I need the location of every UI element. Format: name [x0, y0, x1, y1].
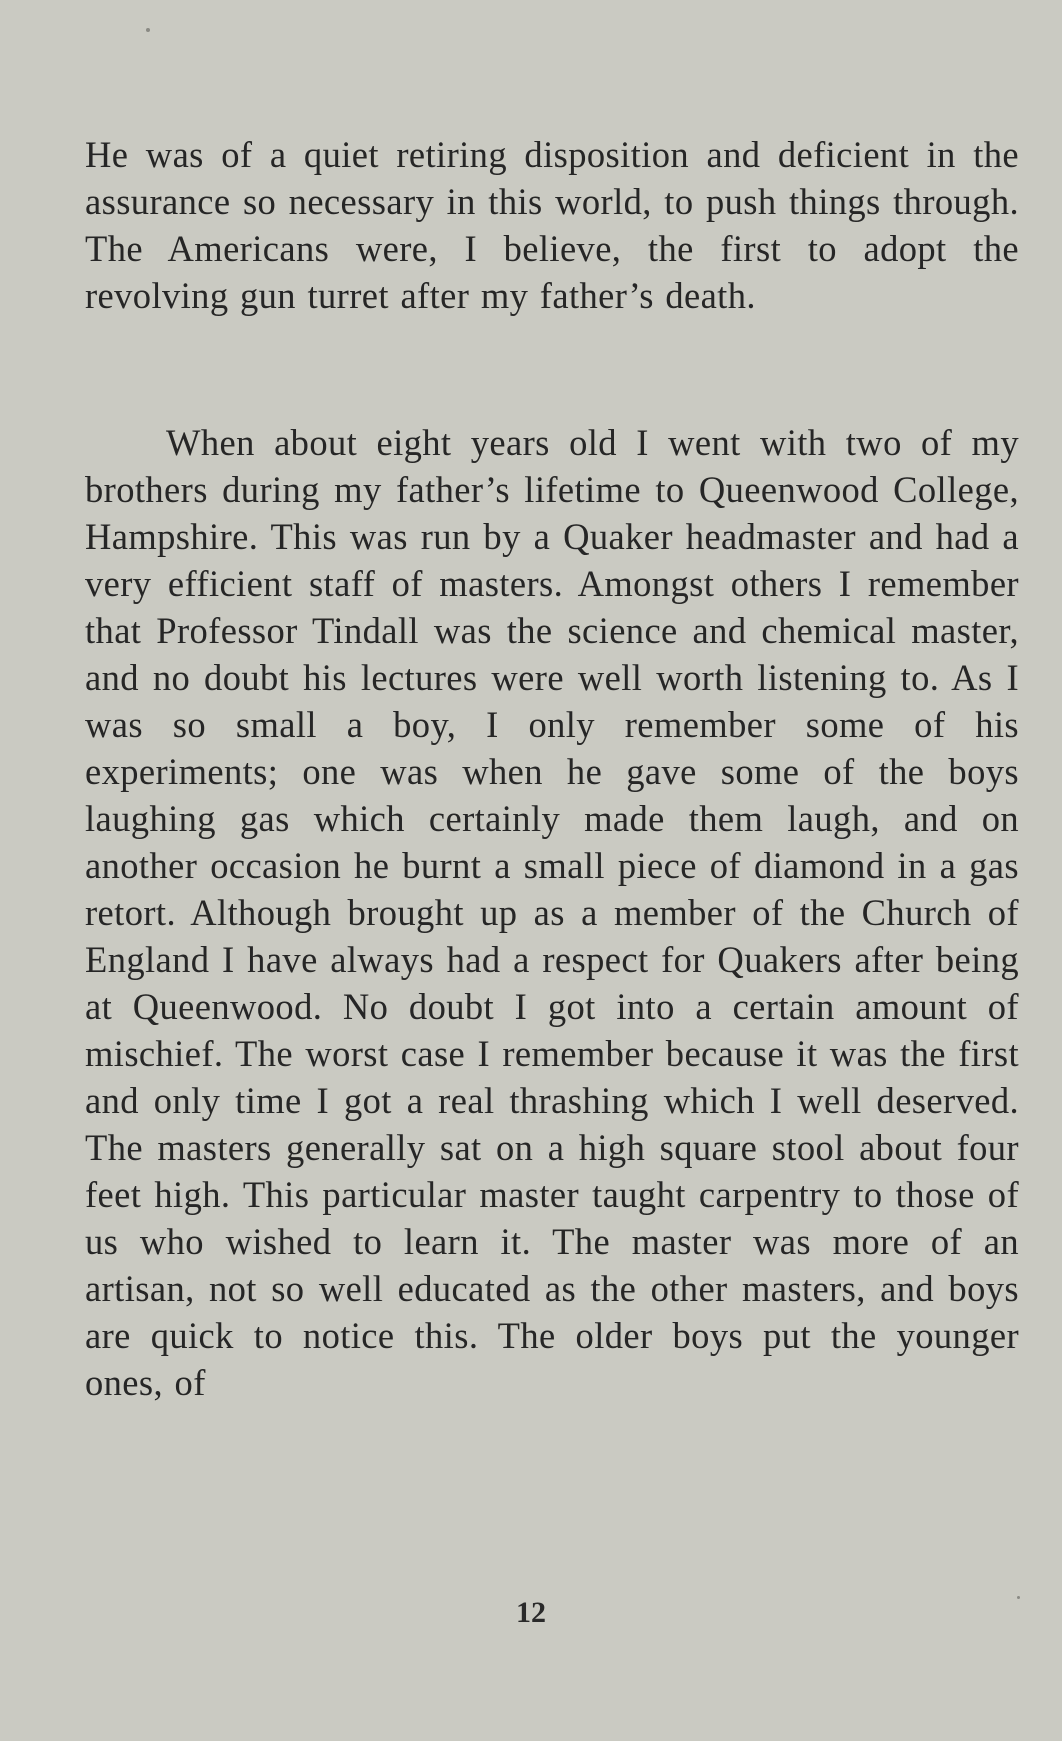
paragraph-2: When about eight years old I went with two of my brothers during my father’s lifetime to Queenwood College, Hampshire. This was run by a Quaker headmaster and had a very efficient staff of masters. Amongst others I remember that Professor Tindall was the science and chemical master, and no doubt his lectures were well worth listening to. As I was so small a boy, I only remember some of his experiments; one was when he gave some of the boys laughing gas which certainly made them laugh, and on another occasion he burnt a small piece of diamond in a gas retort. Although brought up as a member of the Church of England I have always had a respect for Quakers after being at Queenwood. No doubt I got into a certain amount of mischief. The worst case I remember because it was the first and only time I got a real thrashing which I well deserved. The masters generally sat on a high square stool about four feet high. This particular master taught carpentry to those of us who wished to learn it. The master was more of an artisan, not so well educated as the other masters, and boys are quick to notice this. The older boys put the younger ones, of: [85, 422, 1019, 1403]
paragraph-1: He was of a quiet retiring disposition and deficient in the assurance so necessary in this world, to push things through. The Americans were, I believe, the first to adopt the revolving gun turret after my father’s death.: [85, 134, 1019, 316]
paper-speck: [1017, 1596, 1020, 1599]
page-number: 12: [516, 1596, 546, 1629]
paper-speck: [146, 28, 150, 32]
